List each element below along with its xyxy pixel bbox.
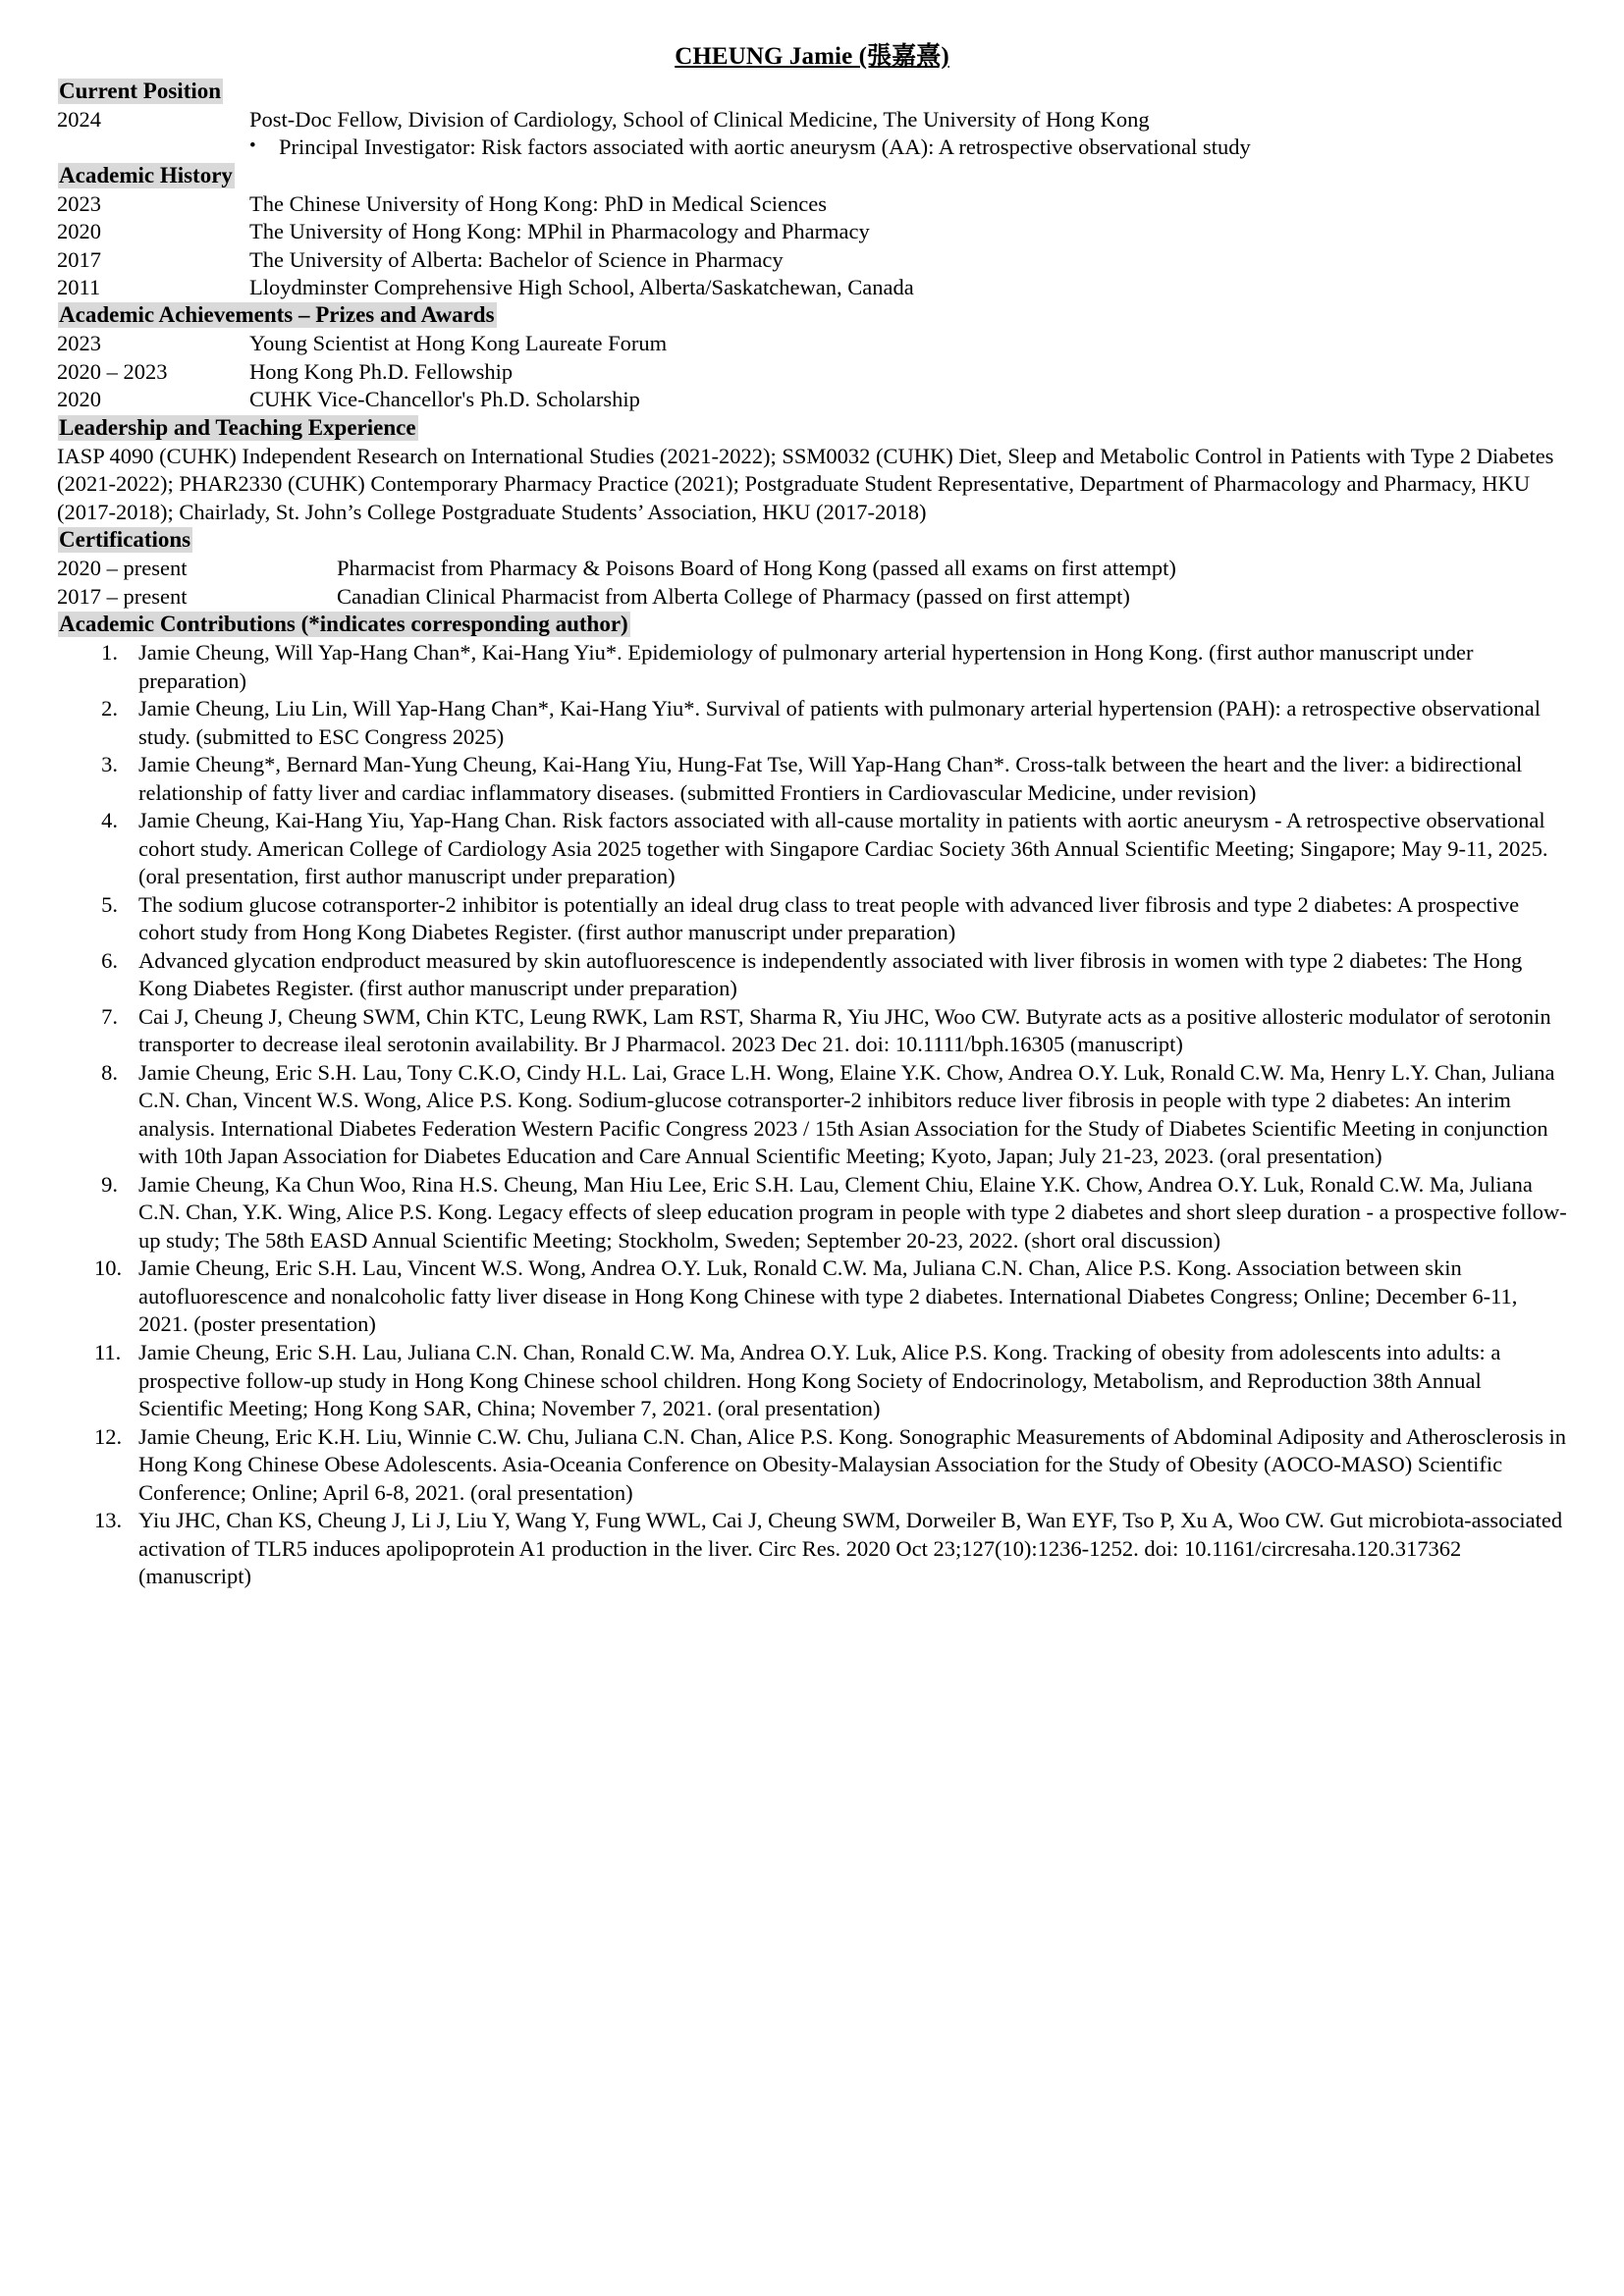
academic-history-year: 2023 <box>57 190 101 216</box>
publication-text: Jamie Cheung, Ka Chun Woo, Rina H.S. Cheung, Man Hiu Lee, Eric S.H. Lau, Clement Chiu, Elaine Y.K. Chow, Andrea O.Y. Luk, Ronald C.W. Ma, Juliana C.N. Chan, Y.K. Wing, Alice P.S. Kong. Legacy effects of sleep education program in people with type 2 diabetes and short sleep duration - a prospective follow-up study; The 58th EASD Annual Scientific Meeting; Stockholm, Sweden; September 20-23, 2022. (short oral discussion) <box>138 1171 1567 1253</box>
academic-achievement-text: Hong Kong Ph.D. Fellowship <box>249 358 514 384</box>
academic-history-text: Lloydminster Comprehensive High School, Alberta/Saskatchewan, Canada <box>249 274 914 299</box>
academic-history-text: The Chinese University of Hong Kong: PhD in Medical Sciences <box>249 190 828 216</box>
list-item <box>57 1171 1567 1255</box>
academic-history-year: 2011 <box>57 274 101 299</box>
publication-text: Cai J, Cheung J, Cheung SWM, Chin KTC, Leung RWK, Lam RST, Sharma R, Yiu JHC, Woo CW. Butyrate acts as a positive allosteric modulator of serotonin transporter to decrease ileal serotonin availability. Br J Pharmacol. 2023 Dec 21. doi: 10.1111/bph.16305 (manuscript) <box>138 1003 1551 1057</box>
certification-period: 2020 – present <box>57 556 188 581</box>
academic-achievement-year: 2023 <box>57 331 101 356</box>
list-item <box>57 1507 1567 1591</box>
certification-text: Pharmacist from Pharmacy & Poisons Board of Hong Kong (passed all exams on first attempt) <box>337 556 1176 581</box>
certification-period: 2017 – present <box>57 583 188 609</box>
current-position-bullet <box>57 133 1567 161</box>
certification-text: Canadian Clinical Pharmacist from Alberta College of Pharmacy (passed on first attempt) <box>337 583 1130 609</box>
list-item <box>57 1339 1567 1423</box>
certification-row <box>57 555 1567 582</box>
list-item <box>57 1059 1567 1171</box>
academic-history-row <box>57 218 1567 245</box>
page-title <box>57 43 1567 72</box>
publication-text: Jamie Cheung*, Bernard Man-Yung Cheung, Kai-Hang Yiu, Hung-Fat Tse, Will Yap-Hang Chan*. Cross-talk between the heart and the liver: a bidirectional relationship of fatty liver and cardiac inflammatory diseases. (submitted Frontiers in Cardiovascular Medicine, under revision) <box>138 752 1523 805</box>
list-item <box>57 891 1567 947</box>
bullet-dot-icon: • <box>249 135 256 157</box>
current-position-text: Post-Doc Fellow, Division of Cardiology, School of Clinical Medicine, The University of Hong Kong <box>249 106 1150 132</box>
section-header-academic-history <box>57 162 1567 190</box>
publication-list <box>57 639 1567 1591</box>
academic-history-row <box>57 274 1567 301</box>
publication-text: Jamie Cheung, Eric S.H. Lau, Tony C.K.O, Cindy H.L. Lai, Grace L.H. Wong, Elaine Y.K. Chow, Andrea O.Y. Luk, Ronald C.W. Ma, Henry L.Y. Chan, Juliana C.N. Chan, Vincent W.S. Wong, Alice P.S. Kong. Sodium-glucose cotransporter-2 inhibitors reduce liver fibrosis in people with type 2 diabetes: An interim analysis. International Diabetes Federation Western Pacific Congress 2023 / 15th Asian Association for the Study of Diabetes Scientific Meeting in conjunction with 10th Japan Association for Diabetes Education and Care Annual Scientific Meeting; Kyoto, Japan; July 21-23, 2023. (oral presentation) <box>138 1059 1555 1169</box>
section-header-academic-contributions-label: Academic Contributions (*indicates corresponding author) <box>59 612 628 637</box>
section-header-current-position-label: Current Position <box>59 78 222 103</box>
section-header-current-position <box>57 78 1567 106</box>
publication-number: 12. <box>94 1423 123 1449</box>
section-header-academic-history-label: Academic History <box>59 162 233 187</box>
list-item <box>57 807 1567 891</box>
section-header-academic-achievements <box>57 301 1567 330</box>
publication-number: 3. <box>101 752 118 777</box>
publication-text: Jamie Cheung, Will Yap-Hang Chan*, Kai-Hang Yiu*. Epidemiology of pulmonary arterial hypertension in Hong Kong. (first author manuscript under preparation) <box>138 640 1474 693</box>
publication-number: 11. <box>94 1339 122 1364</box>
academic-achievement-year: 2020 – 2023 <box>57 358 168 384</box>
publication-text: Yiu JHC, Chan KS, Cheung J, Li J, Liu Y, Wang Y, Fung WWL, Cai J, Cheung SWM, Dorweiler B, Wan EYF, Tso P, Xu A, Woo CW. Gut microbiota-associated activation of TLR5 induces apolipoprotein A1 production in the liver. Circ Res. 2020 Oct 23;127(10):1236-1252. doi: 10.1161/circresaha.120.317362 (manuscript) <box>138 1508 1563 1589</box>
page-title-text: CHEUNG Jamie (張嘉熹) <box>675 43 949 70</box>
academic-history-year: 2020 <box>57 219 101 244</box>
academic-history-year: 2017 <box>57 246 101 272</box>
section-header-leadership-teaching-label: Leadership and Teaching Experience <box>59 414 416 440</box>
academic-history-text: The University of Hong Kong: MPhil in Pharmacology and Pharmacy <box>249 219 870 244</box>
publication-number: 7. <box>101 1003 118 1029</box>
current-position-row <box>57 106 1567 133</box>
publication-number: 13. <box>94 1508 123 1533</box>
certification-row <box>57 583 1567 611</box>
publication-text: Jamie Cheung, Kai-Hang Yiu, Yap-Hang Chan. Risk factors associated with all-cause mortality in patients with aortic aneurysm - A retrospective observational cohort study. American College of Cardiology Asia 2025 together with Singapore Cardiac Society 36th Annual Scientific Meeting; Singapore; May 9-11, 2025. (oral presentation, first author manuscript under preparation) <box>138 808 1548 889</box>
publication-text: Jamie Cheung, Liu Lin, Will Yap-Hang Chan*, Kai-Hang Yiu*. Survival of patients with pulmonary arterial hypertension (PAH): a retrospective observational study. (submitted to ESC Congress 2025) <box>138 696 1541 749</box>
list-item <box>57 947 1567 1003</box>
section-header-certifications <box>57 526 1567 555</box>
publication-text: The sodium glucose cotransporter-2 inhibitor is potentially an ideal drug class to treat people with advanced liver fibrosis and type 2 diabetes: A prospective cohort study from Hong Kong Diabetes Register. (first author manuscript under preparation) <box>138 891 1520 945</box>
publication-text: Jamie Cheung, Eric S.H. Lau, Vincent W.S. Wong, Andrea O.Y. Luk, Ronald C.W. Ma, Juliana C.N. Chan, Alice P.S. Kong. Association between skin autofluorescence and nonalcoholic fatty liver disease in Hong Kong Chinese with type 2 diabetes. International Diabetes Congress; Online; December 6-11, 2021. (poster presentation) <box>138 1255 1518 1337</box>
publication-text: Jamie Cheung, Eric S.H. Lau, Juliana C.N. Chan, Ronald C.W. Ma, Andrea O.Y. Luk, Alice P.S. Kong. Tracking of obesity from adolescents into adults: a prospective follow-up study in Hong Kong Chinese school children. Hong Kong Society of Endocrinology, Metabolism, and Reproduction 38th Annual Scientific Meeting; Hong Kong SAR, China; November 7, 2021. (oral presentation) <box>138 1339 1501 1421</box>
list-item <box>57 695 1567 751</box>
publication-number: 5. <box>101 891 118 917</box>
academic-achievement-text: CUHK Vice-Chancellor's Ph.D. Scholarship <box>249 387 640 412</box>
list-item <box>57 1003 1567 1059</box>
publication-number: 1. <box>101 640 118 666</box>
academic-history-row <box>57 246 1567 274</box>
list-item <box>57 639 1567 695</box>
publication-number: 8. <box>101 1059 118 1085</box>
academic-achievement-row <box>57 386 1567 413</box>
publication-number: 10. <box>94 1255 123 1281</box>
section-header-certifications-label: Certifications <box>59 527 191 553</box>
publication-number: 9. <box>101 1171 118 1197</box>
academic-achievement-row <box>57 358 1567 386</box>
publication-number: 6. <box>101 947 118 973</box>
current-position-bullet-text: Principal Investigator: Risk factors associated with aortic aneurysm (AA): A retrospective observational study <box>279 134 1251 160</box>
list-item <box>57 1423 1567 1508</box>
section-header-academic-achievements-label: Academic Achievements – Prizes and Awards <box>59 302 495 328</box>
list-item <box>57 751 1567 807</box>
academic-history-text: The University of Alberta: Bachelor of Science in Pharmacy <box>249 246 784 272</box>
publication-text: Jamie Cheung, Eric K.H. Liu, Winnie C.W. Chu, Juliana C.N. Chan, Alice P.S. Kong. Sonographic Measurements of Abdominal Adiposity and Atherosclerosis in Hong Kong Chinese Obese Adolescents. Asia-Oceania Conference on Obesity-Malaysian Association for the Study of Obesity (AOCO-MASO) Scientific Conference; Online; April 6-8, 2021. (oral presentation) <box>138 1423 1566 1505</box>
section-header-leadership-teaching <box>57 414 1567 443</box>
current-position-year: 2024 <box>57 106 101 132</box>
academic-history-row <box>57 190 1567 218</box>
publication-text: Advanced glycation endproduct measured by skin autofluorescence is independently associated with liver fibrosis in women with type 2 diabetes: The Hong Kong Diabetes Register. (first author manuscript under preparation) <box>138 947 1523 1001</box>
academic-achievement-text: Young Scientist at Hong Kong Laureate Forum <box>249 331 668 356</box>
academic-achievement-row <box>57 330 1567 357</box>
publication-number: 4. <box>101 808 118 833</box>
section-header-academic-contributions <box>57 611 1567 639</box>
academic-achievement-year: 2020 <box>57 387 101 412</box>
list-item <box>57 1255 1567 1339</box>
publication-number: 2. <box>101 696 118 721</box>
leadership-teaching-paragraph: IASP 4090 (CUHK) Independent Research on International Studies (2021-2022); SSM0032 (CUHK) Diet, Sleep and Metabolic Control in Patients with Type 2 Diabetes (2021-2022); PHAR2330 (CUHK) Contemporary Pharmacy Practice (2021); Postgraduate Student Representative, Department of Pharmacology and Pharmacy, HKU (2017-2018); Chairlady, St. John’s College Postgraduate Students’ Association, HKU (2017-2018) <box>57 443 1554 524</box>
